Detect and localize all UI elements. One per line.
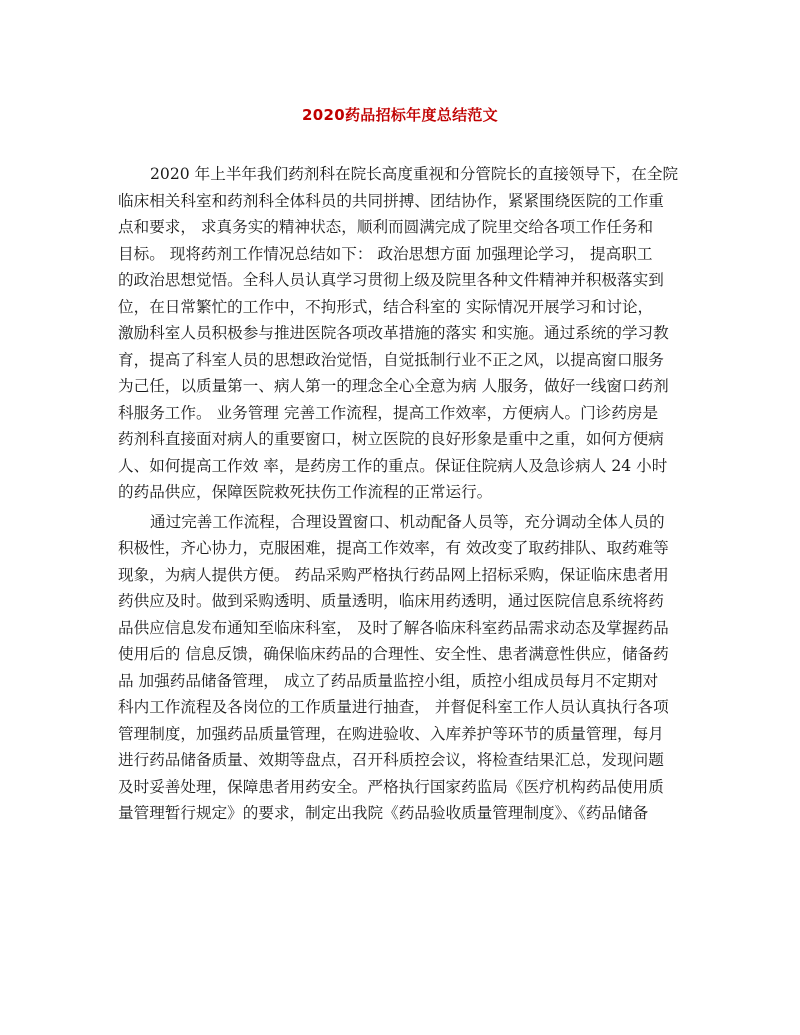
text-line: 目标。 现将药剂工作情况总结如下： 政治思想方面 加强理论学习， 提高职工 <box>118 244 653 263</box>
text-line: 临床相关科室和药剂科全体科员的共同拼搏、团结协作，紧紧围绕医院的工作重 <box>118 191 664 210</box>
text-line: 量管理暂行规定》的要求，制定出我院《药品验收质量管理制度》、《药品储备 <box>118 804 649 822</box>
text-line: 的政治思想觉悟。全科人员认真学习贯彻上级及院里各种文件精神并积极落实到 <box>118 271 664 289</box>
text-line: 为己任，以质量第一、病人第一的理念全心全意为病 人服务，做好一线窗口药剂 <box>118 377 669 395</box>
text-line: 点和要求， 求真务实的精神状态，顺利而圆满完成了院里交给各项工作任务和 <box>118 218 654 236</box>
document-body <box>118 161 682 827</box>
text-line: 使用后的 信息反馈，确保临床药品的合理性、安全性、患者满意性供应，储备药 <box>118 645 669 663</box>
text-line: 积极性，齐心协力，克服困难，提高工作效率，有 效改变了取药排队、取药难等 <box>118 539 669 557</box>
document-title: 2020药品招标年度总结范文 <box>302 106 498 124</box>
text-line: 的药品供应，保障医院救死扶伤工作流程的正常运行。 <box>118 483 493 501</box>
text-line: 管理制度，加强药品质量管理，在购进验收、入库养护等环节的质量管理，每月 <box>118 724 664 743</box>
text-line: 激励科室人员积极参与推进医院各项改革措施的落实 和实施。通过系统的学习教 <box>118 324 669 342</box>
text-line: 通过完善工作流程，合理设置窗口、机动配备人员等，充分调动全体人员的 <box>150 512 665 531</box>
text-line: 科服务工作。 业务管理 完善工作流程，提高工作效率，方便病人。门诊药房是 <box>118 403 659 422</box>
text-line: 药供应及时。做到采购透明、质量透明，临床用药透明，通过医院信息系统将药 <box>118 592 664 610</box>
text-line: 2020 年上半年我们药剂科在院长高度重视和分管院长的直接领导下，在全院 <box>150 165 679 183</box>
paragraph-2 <box>118 509 682 827</box>
text-line: 药剂科直接面对病人的重要窗口，树立医院的良好形象是重中之重，如何方便病 <box>118 430 664 448</box>
text-line: 科内工作流程及各岗位的工作质量进行抽查， 并督促科室工作人员认真执行各项 <box>118 698 669 716</box>
text-line: 现象，为病人提供方便。 药品采购严格执行药品网上招标采购，保证临床患者用 <box>118 565 669 584</box>
paragraph-1 <box>118 161 682 506</box>
text-line: 品 加强药品储备管理， 成立了药品质量监控小组，质控小组成员每月不定期对 <box>118 671 659 690</box>
text-line: 育，提高了科室人员的思想政治觉悟，自觉抵制行业不正之风，以提高窗口服务 <box>118 350 664 369</box>
text-line: 品供应信息发布通知至临床科室， 及时了解各临床科室药品需求动态及掌握药品 <box>118 618 669 637</box>
text-line: 位，在日常繁忙的工作中，不拘形式，结合科室的 实际情况开展学习和讨论， <box>118 297 654 316</box>
text-line: 及时妥善处理，保障患者用药安全。严格执行国家药监局《医疗机构药品使用质 <box>118 777 664 796</box>
text-line: 人、如何提高工作效 率，是药房工作的重点。保证住院病人及急诊病人 24 小时 <box>118 456 668 475</box>
text-line: 进行药品储备质量、效期等盘点，召开科质控会议，将检查结果汇总，发现问题 <box>118 751 664 769</box>
